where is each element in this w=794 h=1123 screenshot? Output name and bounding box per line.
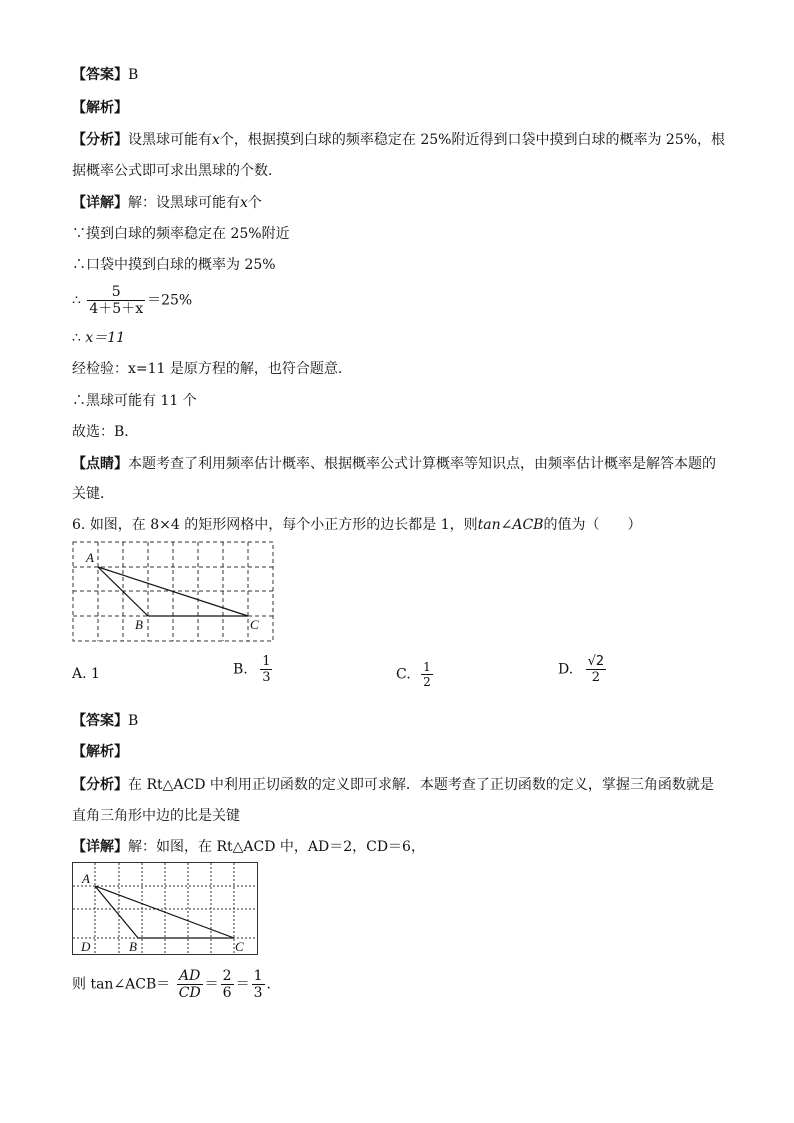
equals-sign: ＝	[235, 976, 250, 993]
check-text: x=11 是原方程的解，也符合题意.	[128, 361, 343, 377]
point-label-c: C	[250, 617, 259, 632]
var-x: x	[212, 132, 220, 148]
xiangjie-line-1	[72, 194, 262, 212]
fraction-denominator: 3	[253, 985, 263, 1001]
point-label-d: D	[81, 939, 91, 954]
option-a	[72, 666, 100, 682]
therefore-symbol: ∴	[72, 330, 81, 346]
option-label: D.	[558, 661, 574, 678]
answer-tag: 【答案】	[72, 67, 128, 83]
point-label-a: A	[86, 550, 94, 565]
equals-sign: ＝	[204, 976, 219, 993]
option-label: C.	[396, 666, 411, 683]
fraction-numerator: 5	[111, 284, 121, 300]
answer-value: B	[128, 67, 139, 83]
fraction-denominator: 6	[222, 985, 232, 1001]
xiangjie-text: 解：设黑球可能有	[128, 195, 240, 211]
fenxi-text: 设黑球可能有	[128, 132, 212, 148]
fraction-numerator: 1	[423, 660, 431, 674]
result-prefix: 则 tan∠ACB＝	[72, 976, 171, 993]
fenxi2-line-1	[72, 776, 714, 794]
equation-line	[72, 284, 192, 317]
result-fraction-3	[252, 968, 265, 1001]
grid-figure-2	[72, 862, 260, 956]
point-label-b: B	[129, 939, 137, 954]
grid-figure-1	[72, 540, 274, 644]
result-fraction-1	[177, 968, 203, 1001]
choose-line-1: 故选：B．	[72, 424, 139, 440]
analysis-tag-2: 【解析】	[72, 744, 128, 760]
option-label: A.	[72, 666, 87, 682]
answer-line-2	[72, 712, 138, 730]
fenxi-text-rest: 个，根据摸到白球的频率稳定在 25%附近得到口袋中摸到白球的概率为 25%，根	[219, 132, 726, 148]
therefore-line: ∴口袋中摸到白球的概率为 25%	[72, 257, 276, 273]
question-stem-b: 的值为（ ）	[543, 517, 642, 533]
fraction-denominator: 2	[423, 675, 431, 689]
fraction-denominator: CD	[178, 985, 201, 1001]
answer-tag: 【答案】	[72, 713, 128, 729]
question-6-stem	[72, 516, 641, 534]
xiangjie2-line	[72, 838, 425, 856]
therefore-symbol: ∴	[72, 292, 81, 309]
option-fraction	[260, 654, 272, 685]
fraction-numerator: 1	[262, 654, 271, 669]
period: ．	[266, 976, 281, 993]
xiangjie-rest: 个	[247, 195, 262, 211]
check-label: 经检验：	[72, 361, 128, 377]
dianjing-line-2: 关键．	[72, 486, 114, 502]
dianjing-tag: 【点睛】	[72, 456, 128, 472]
equation-rhs: ＝25%	[147, 292, 193, 309]
result-line	[72, 968, 281, 1001]
option-d	[558, 654, 608, 685]
solution-line	[72, 329, 125, 347]
fraction-denominator: 2	[586, 669, 607, 685]
answer-value: B	[128, 713, 139, 729]
xiangjie-tag: 【详解】	[72, 839, 128, 855]
fenxi-line-1	[72, 131, 725, 149]
fraction-denominator: 4＋5＋x	[89, 301, 144, 317]
xiangjie-text: 解：如图，在 Rt△ACD 中，AD＝2，CD＝6，	[128, 839, 425, 855]
because-line: ∵摸到白球的频率稳定在 25%附近	[72, 226, 290, 242]
solution-text: x＝11	[85, 330, 126, 346]
option-value: 1	[91, 666, 100, 682]
fraction-denominator: 3	[262, 670, 271, 685]
fenxi-text: 在 Rt△ACD 中利用正切函数的定义即可求解．本题考查了正切函数的定义，掌握三角函数就是	[128, 777, 714, 793]
option-fraction	[421, 660, 433, 689]
point-label-b: B	[135, 617, 143, 632]
question-number: 6.	[72, 517, 86, 533]
equation-fraction	[87, 284, 145, 317]
analysis-tag-1: 【解析】	[72, 100, 128, 116]
fenxi-tag: 【分析】	[72, 777, 128, 793]
dianjing-line-1	[72, 455, 716, 473]
answer-line-1	[72, 66, 138, 84]
option-label: B.	[233, 661, 248, 678]
fraction-numerator: AD	[179, 968, 201, 984]
tan-expression: tan∠ACB	[477, 517, 544, 533]
option-b	[233, 654, 274, 685]
fenxi2-line-2: 直角三角形中边的比是关键	[72, 808, 240, 824]
option-c	[396, 660, 435, 689]
dianjing-text: 本题考查了利用频率估计概率、根据概率公式计算概率等知识点，由频率估计概率是解答本题的	[128, 456, 716, 472]
var-x: x	[240, 195, 248, 211]
fraction-numerator: 2	[222, 968, 232, 984]
result-fraction-2	[221, 968, 234, 1001]
question-stem-a: 如图，在 8×4 的矩形网格中，每个小正方形的边长都是 1，则	[89, 517, 478, 533]
point-label-c: C	[235, 939, 244, 954]
fenxi-tag: 【分析】	[72, 132, 128, 148]
option-fraction	[586, 654, 607, 685]
check-line	[72, 360, 342, 378]
point-label-a: A	[82, 871, 90, 886]
fenxi-line-2: 据概率公式即可求出黑球的个数．	[72, 163, 282, 179]
black-count-line: ∴黑球可能有 11 个	[72, 393, 197, 409]
xiangjie-tag: 【详解】	[72, 195, 128, 211]
fraction-numerator: 1	[253, 968, 263, 984]
fraction-numerator: √2	[587, 654, 605, 669]
